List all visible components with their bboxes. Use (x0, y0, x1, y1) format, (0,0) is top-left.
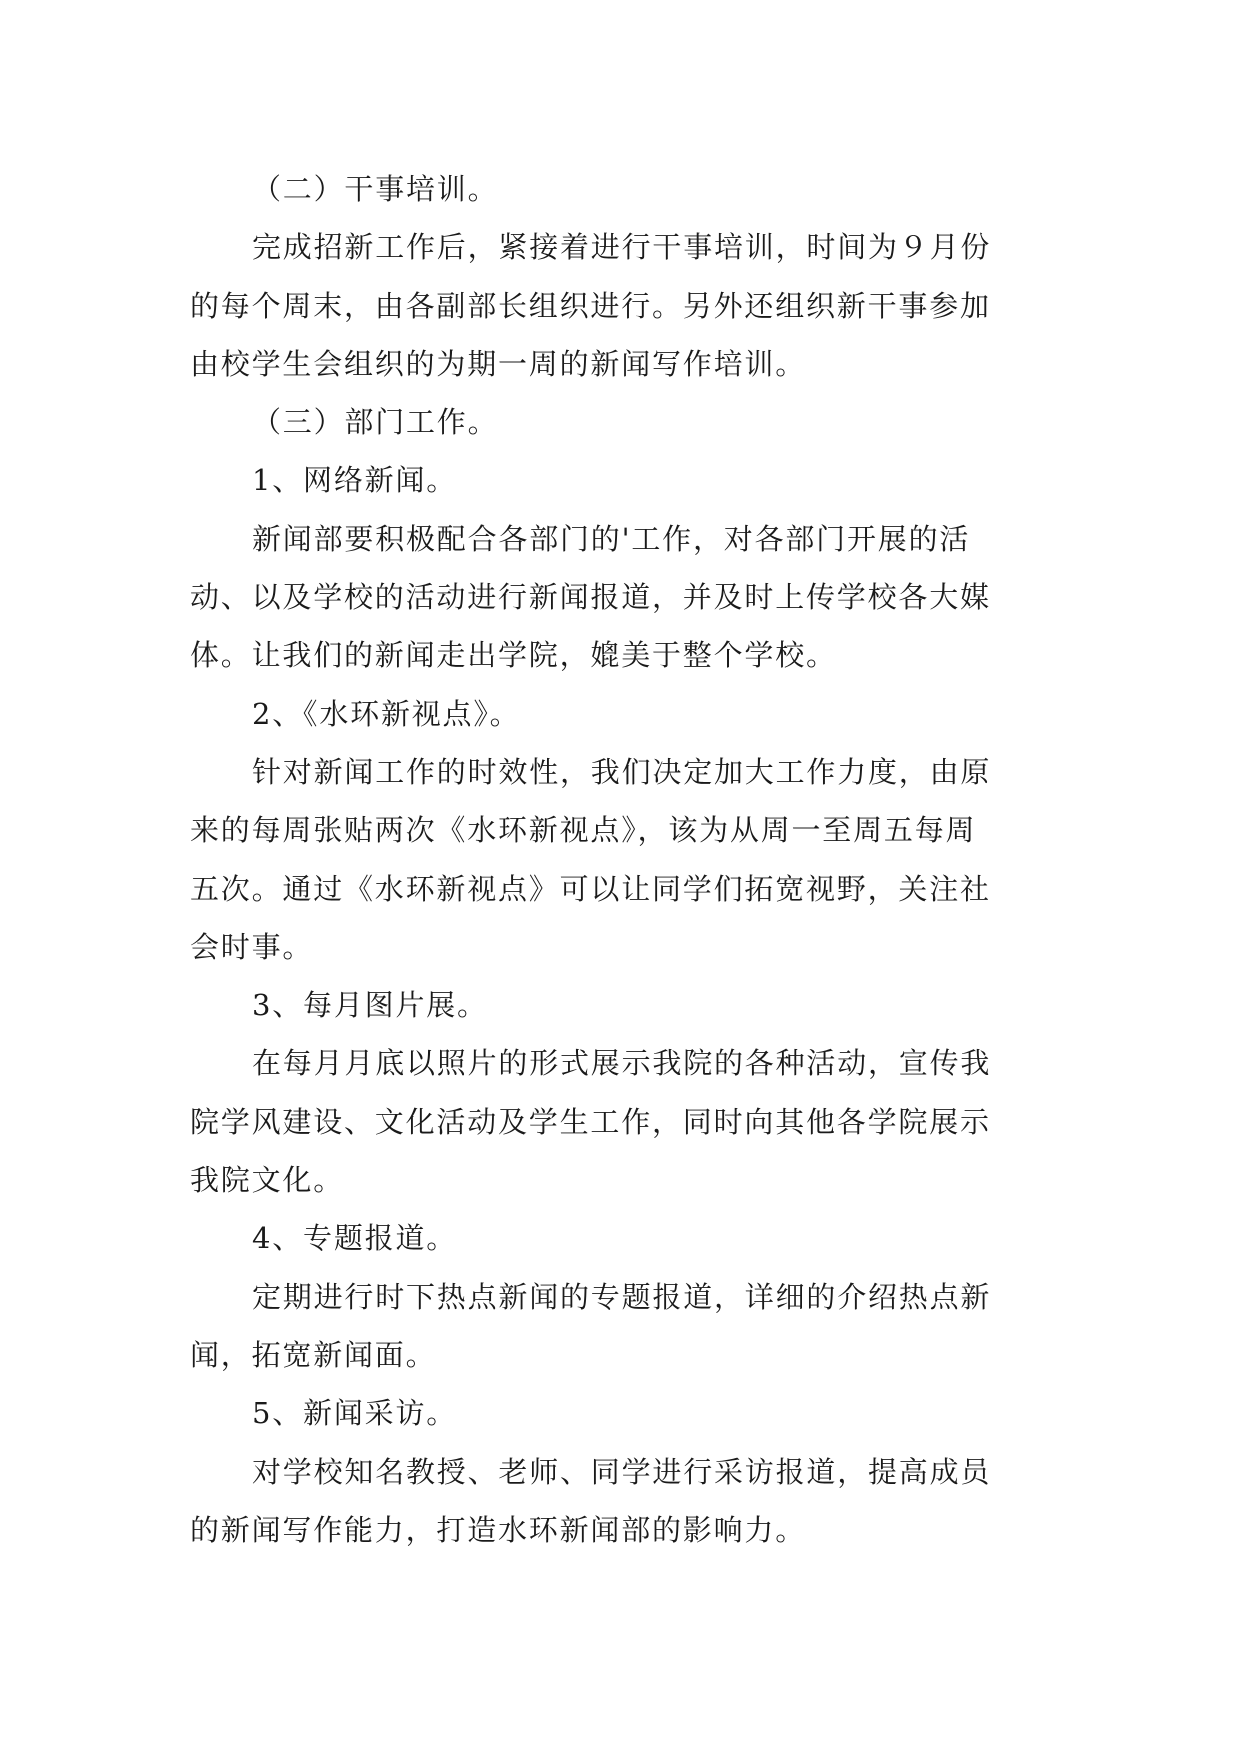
item-heading-interviews: 5、新闻采访。 (252, 1396, 458, 1431)
paragraph-line: 定期进行时下热点新闻的专题报道，详细的介绍热点新 (252, 1279, 992, 1314)
paragraph-line: 的每个周末，由各副部长组织进行。另外还组织新干事参加 (190, 288, 991, 323)
paragraph-line: 五次。通过《水环新视点》可以让同学们拓宽视野，关注社 (190, 871, 991, 906)
paragraph-line: 由校学生会组织的为期一周的新闻写作培训。 (190, 346, 807, 381)
item-heading-new-viewpoint: 2、《水环新视点》。 (252, 696, 521, 731)
paragraph-line: 会时事。 (190, 929, 314, 964)
section-heading-department-work: （三）部门工作。 (252, 405, 499, 440)
paragraph-line: 体。让我们的新闻走出学院，媲美于整个学校。 (190, 638, 837, 673)
paragraph-line: 针对新闻工作的时效性，我们决定加大工作力度，由原 (252, 754, 992, 789)
paragraph-line: 新闻部要积极配合各部门的'工作，对各部门开展的活 (252, 521, 971, 556)
document-body (190, 160, 1056, 1559)
item-heading-online-news: 1、网络新闻。 (252, 463, 458, 498)
paragraph-line: 完成招新工作后，紧接着进行干事培训，时间为９月份 (252, 230, 992, 265)
paragraph-line: 闻，拓宽新闻面。 (190, 1337, 437, 1372)
paragraph-line: 在每月月底以照片的形式展示我院的各种活动，宣传我 (252, 1046, 992, 1081)
item-heading-photo-exhibit: 3、每月图片展。 (252, 988, 488, 1023)
paragraph-line: 我院文化。 (190, 1163, 345, 1198)
item-heading-special-report: 4、专题报道。 (252, 1221, 458, 1256)
paragraph-line: 来的每周张贴两次《水环新视点》，该为从周一至周五每周 (190, 813, 977, 848)
paragraph-line: 对学校知名教授、老师、同学进行采访报道，提高成员 (252, 1454, 992, 1489)
paragraph-line: 院学风建设、文化活动及学生工作，同时向其他各学院展示 (190, 1104, 991, 1139)
paragraph-line: 的新闻写作能力，打造水环新闻部的影响力。 (190, 1512, 807, 1547)
paragraph-line: 动、以及学校的活动进行新闻报道，并及时上传学校各大媒 (190, 580, 991, 615)
section-heading-training: （二）干事培训。 (252, 172, 499, 206)
